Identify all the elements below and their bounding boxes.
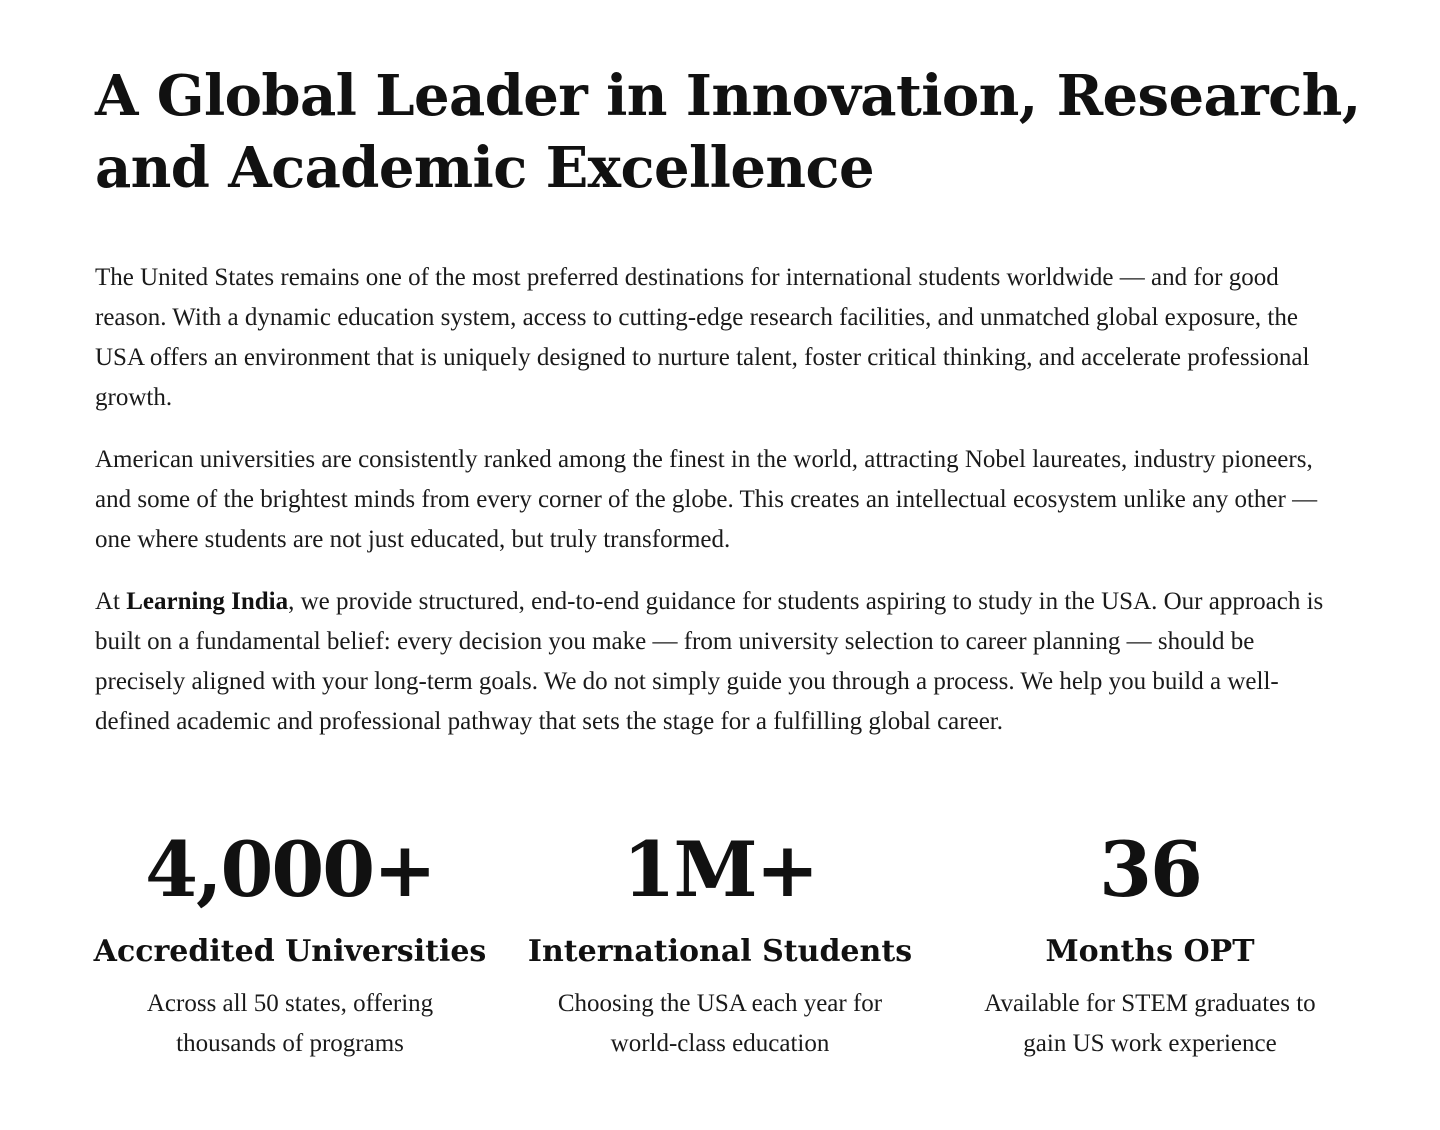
page-title-line-1: A Global Leader in Innovation, Research,: [95, 63, 1361, 129]
stat-value: 36: [1099, 825, 1201, 914]
page-title: [95, 60, 1361, 204]
intro-paragraph-3: [95, 582, 1350, 742]
intro-paragraph-2: American universities are consistently ranked among the finest in the world, attracting Nobel laureates, industry pioneers, and some of the brightest minds from every corner of the globe. This creates an intellectual ecosystem unlike any other — one where students are not just educated, but truly transformed.: [95, 446, 1318, 553]
stat-description: Across all 50 states, offering thousands of programs: [146, 990, 434, 1057]
stat-description: Available for STEM graduates to gain US work experience: [984, 990, 1316, 1057]
stats-row: [80, 822, 1360, 1064]
stat-label: Months OPT: [1045, 934, 1255, 969]
stat-label: International Students: [527, 934, 913, 969]
brand-name: Learning India: [126, 588, 289, 615]
stat-description: Choosing the USA each year for world-class education: [557, 990, 883, 1057]
stat-value: 1M+: [622, 825, 818, 914]
stat-value: 4,000+: [145, 825, 435, 914]
stat-students: [510, 822, 930, 1064]
paragraph-3-prefix: At: [95, 588, 127, 615]
intro-body: [95, 258, 1350, 742]
page-title-line-2: and Academic Excellence: [95, 135, 875, 201]
stat-universities: [80, 822, 500, 1064]
paragraph-3-text: , we provide structured, end-to-end guidance for students aspiring to study in the USA. Our approach is built on a fundamental belief: every decision you make — from university selection to career planning — should be precisely aligned with your long-term goals. We do not simply guide you through a process. We help you build a well-defined academic and professional pathway that sets the stage for a fulfilling global career.: [95, 588, 1324, 735]
intro-paragraph-1: The United States remains one of the most preferred destinations for international students worldwide — and for good reason. With a dynamic education system, access to cutting-edge research facilities, and unmatched global exposure, the USA offers an environment that is uniquely designed to nurture talent, foster critical thinking, and accelerate professional growth.: [95, 264, 1310, 411]
stat-label: Accredited Universities: [93, 934, 487, 969]
stat-opt: [940, 822, 1360, 1064]
